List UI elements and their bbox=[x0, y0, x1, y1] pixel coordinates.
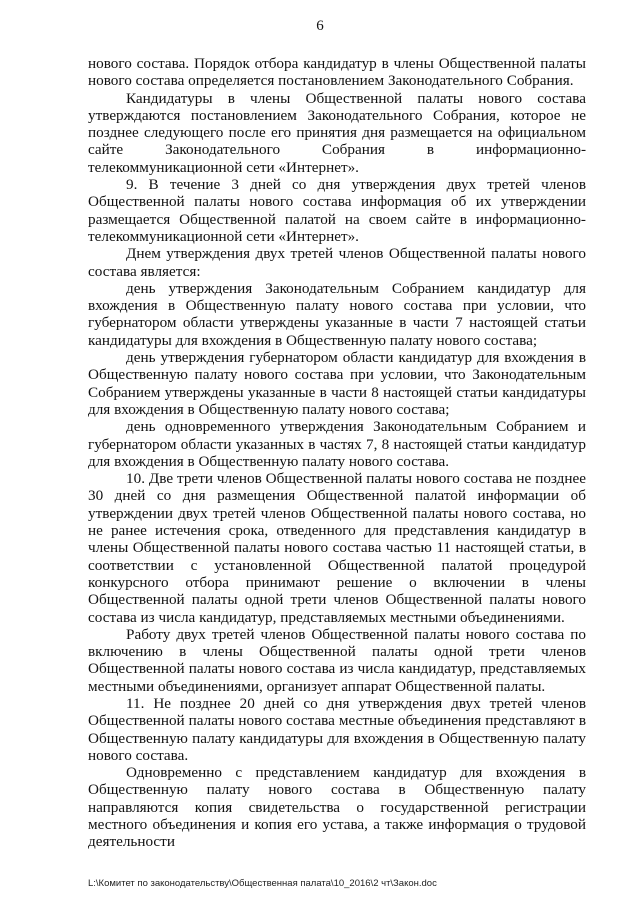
paragraph-approval-day-intro: Днем утверждения двух третей членов Общественной палаты нового состава является: bbox=[88, 245, 586, 280]
document-body bbox=[88, 55, 586, 851]
list-item-simultaneous-approval: день одновременного утверждения Законодательным Собранием и губернатором области указанных в частях 7, 8 настоящей статьи кандидатур для вхождения в Общественную палату нового состава. bbox=[88, 418, 586, 470]
paragraph-candidates-approval: Кандидатуры в члены Общественной палаты нового состава утверждаются постановлением Законодательного Собрания, которое не позднее следующего после его принятия дня размещается на официальном сайте Законодательного Собрания в информационно-телекоммуникационной сети «Интернет». bbox=[88, 89, 586, 176]
paragraph-continuation: нового состава. Порядок отбора кандидатур в члены Общественной палаты нового состава определяется постановлением Законодательного Собрания. bbox=[88, 55, 586, 90]
paragraph-clause-9: 9. В течение 3 дней со дня утверждения двух третей членов Общественной палаты нового состава информация об их утверждении размещается Общественной палатой на своем сайте в информационно-телекоммуникационной сети «Интернет». bbox=[88, 176, 586, 245]
paragraph-clause-10: 10. Две трети членов Общественной палаты нового состава не позднее 30 дней со дня размещения Общественной палатой информации об утверждении двух третей членов Общественной палаты нового состава, но не ранее истечения срока, отведенного для представления кандидатур в члены Общественной палаты нового состава частью 11 настоящей статьи, в соответствии с установленной Общественной палатой процедурой конкурсного отбора принимают решение о включении в члены Общественной палаты одной трети членов Общественной палаты нового состава из числа кандидатур, представляемых местными объединениями. bbox=[88, 470, 586, 626]
list-item-legislative-approval: день утверждения Законодательным Собранием кандидатур для вхождения в Общественную палату нового состава при условии, что губернатором области утверждены указанные в части 7 настоящей статьи кандидатуры для вхождения в Общественную палату нового состава; bbox=[88, 279, 586, 349]
footer-file-path: L:\Комитет по законодательству\Общественная палата\10_2016\2 чт\Закон.doc bbox=[88, 878, 437, 889]
paragraph-apparatus-work: Работу двух третей членов Общественной палаты нового состава по включению в члены Общественной палаты одной трети членов Общественной палаты нового состава из числа кандидатур, представляемых местными объединениями, организует аппарат Общественной палаты. bbox=[88, 625, 586, 695]
paragraph-documents-submission: Одновременно с представлением кандидатур для вхождения в Общественную палату нового состава в Общественную палату направляются копия свидетельства о государственной регистрации местного объединения и копия его устава, а также информация о трудовой деятельности bbox=[88, 764, 586, 851]
paragraph-clause-11: 11. Не позднее 20 дней со дня утверждения двух третей членов Общественной палаты нового состава местные объединения представляют в Общественную палату кандидатуры для вхождения в Общественную палату нового состава. bbox=[88, 694, 586, 764]
page-number: 6 bbox=[316, 18, 324, 34]
list-item-governor-approval: день утверждения губернатором области кандидатур для вхождения в Общественную палату нового состава при условии, что Законодательным Собранием утверждены указанные в части 8 настоящей статьи кандидатуры для вхождения в Общественную палату нового состава; bbox=[88, 349, 586, 418]
